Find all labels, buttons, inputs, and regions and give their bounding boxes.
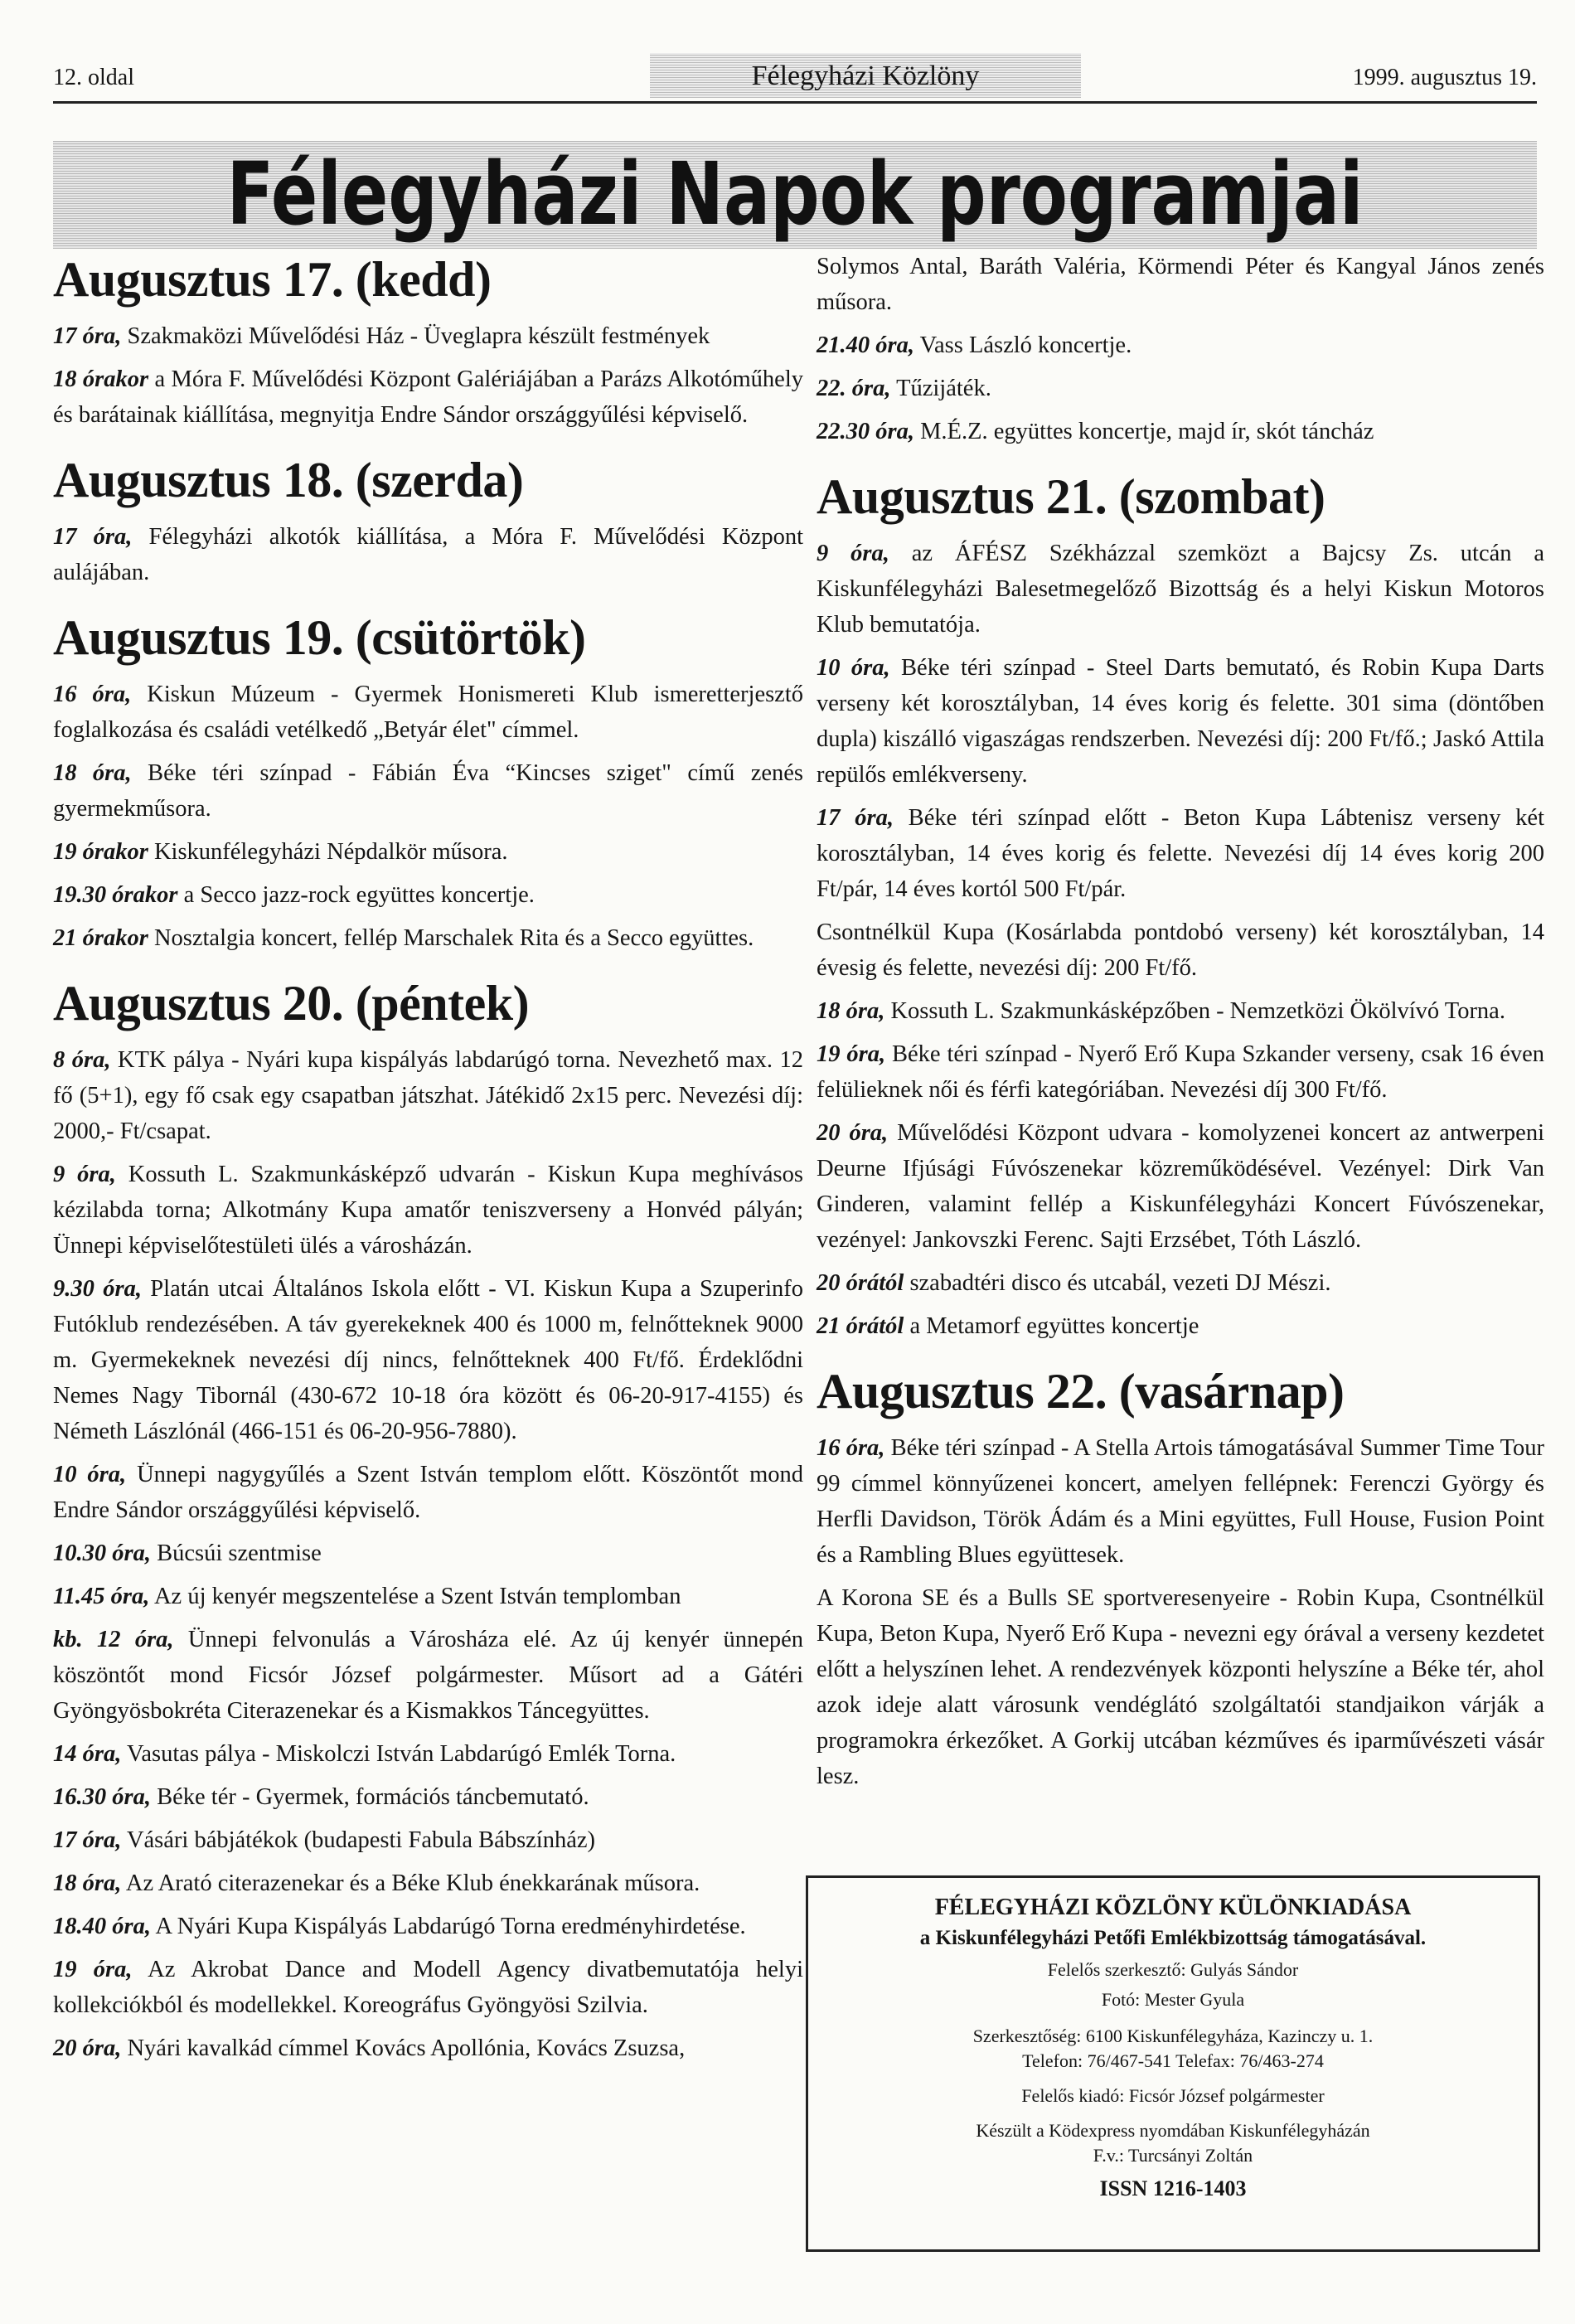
program-time: 19 órakor: [53, 839, 148, 865]
program-time: 9 óra,: [817, 541, 889, 566]
day-section: [817, 1361, 1544, 1794]
program-time: 16.30 óra,: [53, 1784, 151, 1810]
program-time: kb. 12 óra,: [53, 1627, 174, 1652]
program-item: [817, 1115, 1544, 1258]
program-item: [817, 993, 1544, 1029]
day-heading: Augusztus 18. (szerda): [53, 453, 524, 507]
program-text: a Metamorf együttes koncertje: [904, 1313, 1199, 1339]
program-item: [817, 1036, 1544, 1108]
program-text: Vass László koncertje.: [914, 332, 1132, 358]
program-text: Nosztalgia koncert, fellép Marschalek Rita és a Secco együttes.: [148, 925, 754, 951]
program-text: Szakmaközi Művelődési Ház - Üveglapra készült festmények: [121, 323, 710, 349]
right-column: [817, 249, 1544, 1802]
day-heading: Augusztus 19. (csütörtök): [53, 610, 586, 665]
day-heading: Augusztus 22. (vasárnap): [817, 1364, 1345, 1419]
colophon-title: FÉLEGYHÁZI KÖZLÖNY KÜLÖNKIADÁSA: [934, 1895, 1412, 1920]
program-time: 21 órától: [817, 1313, 904, 1339]
program-item: [53, 920, 803, 956]
program-text: Kiskun Múzeum - Gyermek Honismereti Klub ismeretterjesztő foglalkozása és családi vetélkedő „Betyár élet" címmel.: [53, 682, 803, 743]
program-time: 17 óra,: [53, 1827, 122, 1853]
title-banner: [53, 141, 1537, 249]
program-text: a Móra F. Művelődési Központ Galériájában a Parázs Alkotóműhely és barátainak kiállítása, megnyitja Endre Sándor országgyűlési képviselő.: [53, 366, 804, 428]
program-text: Az új kenyér megszentelése a Szent István templomban: [149, 1584, 681, 1609]
program-time: 19 óra,: [817, 1041, 886, 1067]
day-heading: Augusztus 20. (péntek): [53, 976, 530, 1031]
header-rule: [53, 101, 1537, 104]
program-item: [817, 650, 1544, 793]
program-item: [53, 677, 803, 748]
program-item: [53, 1866, 803, 1901]
program-item: [817, 800, 1544, 907]
colophon-line: Készült a Ködexpress nyomdában Kiskunfélegyházán: [976, 2120, 1370, 2141]
program-text: Béke téri színpad - Fábián Éva “Kincses sziget" című zenés gyermekműsora.: [53, 760, 804, 822]
program-time: 19.30 órakor: [53, 882, 178, 908]
program-text: Béke téri színpad - Nyerő Erő Kupa Szkander verseny, csak 16 éven felülieknek női és férfi kategóriában. Nevezési díj 300 Ft/fő.: [817, 1041, 1545, 1103]
day-section: [53, 249, 803, 433]
program-time: 17 óra,: [53, 524, 133, 550]
colophon-line: Telefon: 76/467-541 Telefax: 76/463-274: [1022, 2050, 1324, 2071]
program-item: [53, 318, 803, 354]
program-time: 18 óra,: [53, 760, 132, 786]
program-item: [53, 1952, 803, 2023]
program-text: Béke téri színpad - Steel Darts bemutató, és Robin Kupa Darts verseny két korosztályban, 14 éves korig és felette. 301 sima (döntőben dupla) kiszálló vigaszágas rendszerben. Nevezési díj: 200 Ft/fő.; Jaskó Attila repülős emlékverseny.: [817, 655, 1544, 788]
program-item: [817, 371, 1544, 406]
program-item: [53, 1042, 803, 1149]
program-text: Tűzijáték.: [890, 376, 991, 401]
program-time: 18.40 óra,: [53, 1914, 151, 1939]
program-text: Csontnélkül Kupa (Kosárlabda pontdobó verseny) két korosztályban, 14 évesig és felette, nevezési díj: 200 Ft/fő.: [817, 919, 1544, 981]
program-item: [53, 361, 803, 433]
colophon-box: [806, 1875, 1540, 2252]
program-text: Az Akrobat Dance and Modell Agency divatbemutatója helyi kollekciókból és modellekkel. Koreográfus Gyöngyösi Szilvia.: [53, 1957, 803, 2018]
program-time: 18 óra,: [53, 1870, 122, 1896]
program-time: 17 óra,: [817, 805, 894, 831]
day-heading: Augusztus 17. (kedd): [53, 252, 492, 307]
day-section: [53, 607, 803, 956]
day-section: [53, 449, 803, 590]
program-text: Béke téri színpad előtt - Beton Kupa Lábtenisz verseny két korosztályban, 14 éves korig és felette. Nevezési díj 14 éves korig 200 Ft/pár, 14 éves kortól 500 Ft/pár.: [817, 805, 1544, 902]
program-item: [53, 1157, 803, 1264]
program-time: 20 óra,: [53, 2035, 122, 2061]
program-item: [817, 1308, 1544, 1344]
program-text: Kossuth L. Szakmunkásképző udvarán - Kiskun Kupa meghívásos kézilabda torna; Alkotmány Kupa amatőr teniszverseny a Honvéd pályán; Ünnepi képviselőtestületi ülés a városházán.: [53, 1162, 803, 1259]
program-text: Solymos Antal, Baráth Valéria, Körmendi Péter és Kangyal János zenés műsora.: [817, 254, 1544, 315]
program-text: Nyári kavalkád címmel Kovács Apollónia, Kovács Zsuzsa,: [121, 2035, 686, 2061]
program-item: [53, 2030, 803, 2066]
program-time: 20 óra,: [817, 1120, 889, 1146]
program-item: [817, 327, 1544, 363]
program-time: 10.30 óra,: [53, 1540, 151, 1566]
program-time: 9.30 óra,: [53, 1276, 142, 1302]
program-item: [53, 1736, 803, 1772]
colophon-line: Felelős szerkesztő: Gulyás Sándor: [1047, 1959, 1299, 1980]
left-column: [53, 249, 803, 2074]
program-time: 22.30 óra,: [817, 419, 914, 444]
program-time: 16 óra,: [817, 1435, 885, 1461]
program-item: [53, 834, 803, 870]
program-text: Vásári bábjátékok (budapesti Fabula Bábszínház): [121, 1827, 596, 1853]
program-item: [817, 1580, 1544, 1794]
program-item: [817, 414, 1544, 449]
page-header: [53, 53, 1537, 103]
colophon-line: F.v.: Turcsányi Zoltán: [1093, 2145, 1253, 2166]
program-time: 11.45 óra,: [53, 1584, 150, 1609]
program-item: [53, 755, 803, 827]
newspaper-name: Félegyházi Közlöny: [650, 53, 1081, 98]
program-time: 8 óra,: [53, 1047, 111, 1073]
program-text: Művelődési Központ udvara - komolyzenei koncert az antwerpeni Deurne Ifjúsági Fúvószenekar közreműködésével. Vezényel: Dirk Van Ginderen, valamint fellép a Kiskunfélegyházi Koncert Fúvószenekar, vezényel: Jankovszki Ferenc. Sajti Erzsébet, Tóth László.: [817, 1120, 1544, 1253]
issn: ISSN 1216-1403: [1099, 2176, 1247, 2200]
program-item: [817, 1430, 1544, 1573]
program-item: [817, 1265, 1544, 1301]
colophon-line: Fotó: Mester Gyula: [1101, 1989, 1245, 2010]
program-text: Ünnepi nagygyűlés a Szent István templom előtt. Köszöntőt mond Endre Sándor országgyűlési képviselő.: [53, 1462, 803, 1523]
program-item: [53, 1622, 803, 1729]
program-text: Búcsúi szentmise: [150, 1540, 322, 1566]
program-time: 14 óra,: [53, 1741, 122, 1767]
program-text: Béke téri színpad - A Stella Artois támogatásával Summer Time Tour 99 címmel könnyűzenei koncert, amelyen fellépnek: Ferenczi György és Herfli Davidson, Török Ádám és a Mini együttes, Full House, Fusion Point és a Rambling Blues együttesek.: [817, 1435, 1545, 1568]
program-text: a Secco jazz-rock együttes koncertje.: [177, 882, 535, 908]
program-text: Félegyházi alkotók kiállítása, a Móra F. Művelődési Központ aulájában.: [53, 524, 804, 585]
program-time: 19 óra,: [53, 1957, 133, 1982]
program-time: 18 óra,: [817, 998, 885, 1024]
colophon-subtitle: a Kiskunfélegyházi Petőfi Emlékbizottság támogatásával.: [919, 1927, 1427, 1949]
program-text: az ÁFÉSZ Székházzal szemközt a Bajcsy Zs. utcán a Kiskunfélegyházi Balesetmegelőző Bizottság és a helyi Kiskun Motoros Klub bemutatója.: [817, 541, 1545, 638]
program-text: Kossuth L. Szakmunkásképzőben - Nemzetközi Ökölvívó Torna.: [884, 998, 1505, 1024]
program-item: [53, 1779, 803, 1815]
program-text: A Korona SE és a Bulls SE sportveresenyeire - Robin Kupa, Csontnélkül Kupa, Beton Kupa, Nyerő Erő Kupa - nevezni egy órával a verseny kezdetet előtt a helyszínen lehet. A rendezvények központi helyszíne a Béke tér, ahol azok ideje alatt városunk vendéglátó szolgáltatói standjaikon várják a programokra érkezőket. A Gorkij utcában kézműves és iparművészeti vásár lesz.: [817, 1585, 1544, 1789]
program-text: Vasutas pálya - Miskolczi István Labdarúgó Emlék Torna.: [121, 1741, 676, 1767]
page-title: Félegyházi Napok programjai: [226, 143, 1364, 245]
program-item: [817, 249, 1544, 320]
issue-date: 1999. augusztus 19.: [1352, 65, 1537, 90]
program-time: 16 óra,: [53, 682, 132, 707]
program-text: Platán utcai Általános Iskola előtt - VI. Kiskun Kupa a Szuperinfo Futóklub rendezésében. A táv gyerekeknek 400 és 1000 m, felnőtteknek 9000 m. Gyermekeknek nevezési díj nincs, felnőtteknek 400 Ft/fő. Érdeklődni Nemes Nagy Tibornál (430-672 10-18 óra között és 06-20-917-4155) és Németh Lászlónál (466-151 és 06-20-956-7880).: [53, 1276, 803, 1444]
program-item: [53, 1457, 803, 1528]
program-item: [817, 915, 1544, 986]
day-section: [817, 466, 1544, 1344]
program-item: [53, 1822, 803, 1858]
program-item: [53, 519, 803, 590]
program-time: 9 óra,: [53, 1162, 116, 1187]
program-time: 21 órakor: [53, 925, 148, 951]
program-text: Kiskunfélegyházi Népdalkör műsora.: [148, 839, 508, 865]
program-text: Ünnepi felvonulás a Városháza elé. Az új kenyér ünnepén köszöntőt mond Ficsór József polgármester. Műsort ad a Gátéri Gyöngyösbokréta Citerazenekar és a Kismakkos Táncegyüttes.: [53, 1627, 803, 1724]
day-section: [53, 973, 803, 2066]
program-item: [53, 1579, 803, 1614]
colophon-line: Felelős kiadó: Ficsór József polgármester: [1021, 2085, 1325, 2106]
day-heading: Augusztus 21. (szombat): [817, 469, 1325, 524]
program-text: Az Arató citerazenekar és a Béke Klub énekkarának műsora.: [121, 1870, 700, 1896]
program-text: A Nyári Kupa Kispályás Labdarúgó Torna eredményhirdetése.: [150, 1914, 746, 1939]
program-time: 22. óra,: [817, 376, 891, 401]
program-item: [53, 877, 803, 913]
program-item: [817, 536, 1544, 643]
program-text: KTK pálya - Nyári kupa kispályás labdarúgó torna. Nevezhető max. 12 fő (5+1), egy fő csak egy csapatban játszhat. Játékidő 2x15 perc. Nevezési díj: 2000,- Ft/csapat.: [53, 1047, 804, 1144]
colophon-line: Szerkesztőség: 6100 Kiskunfélegyháza, Kazinczy u. 1.: [972, 2026, 1374, 2046]
program-time: 10 óra,: [53, 1462, 127, 1487]
program-item: [53, 1271, 803, 1449]
program-item: [53, 1536, 803, 1571]
day-section: [817, 249, 1544, 449]
program-item: [53, 1909, 803, 1944]
program-text: szabadtéri disco és utcabál, vezeti DJ Mészi.: [904, 1270, 1331, 1296]
program-time: 17 óra,: [53, 323, 122, 349]
program-time: 21.40 óra,: [817, 332, 914, 358]
program-text: Béke tér - Gyermek, formációs táncbemutató.: [150, 1784, 589, 1810]
program-text: M.É.Z. együttes koncertje, majd ír, skót táncház: [914, 419, 1374, 444]
program-time: 20 órától: [817, 1270, 904, 1296]
program-time: 10 óra,: [817, 655, 890, 681]
page-number: 12. oldal: [53, 65, 134, 90]
program-time: 18 órakor: [53, 366, 149, 392]
